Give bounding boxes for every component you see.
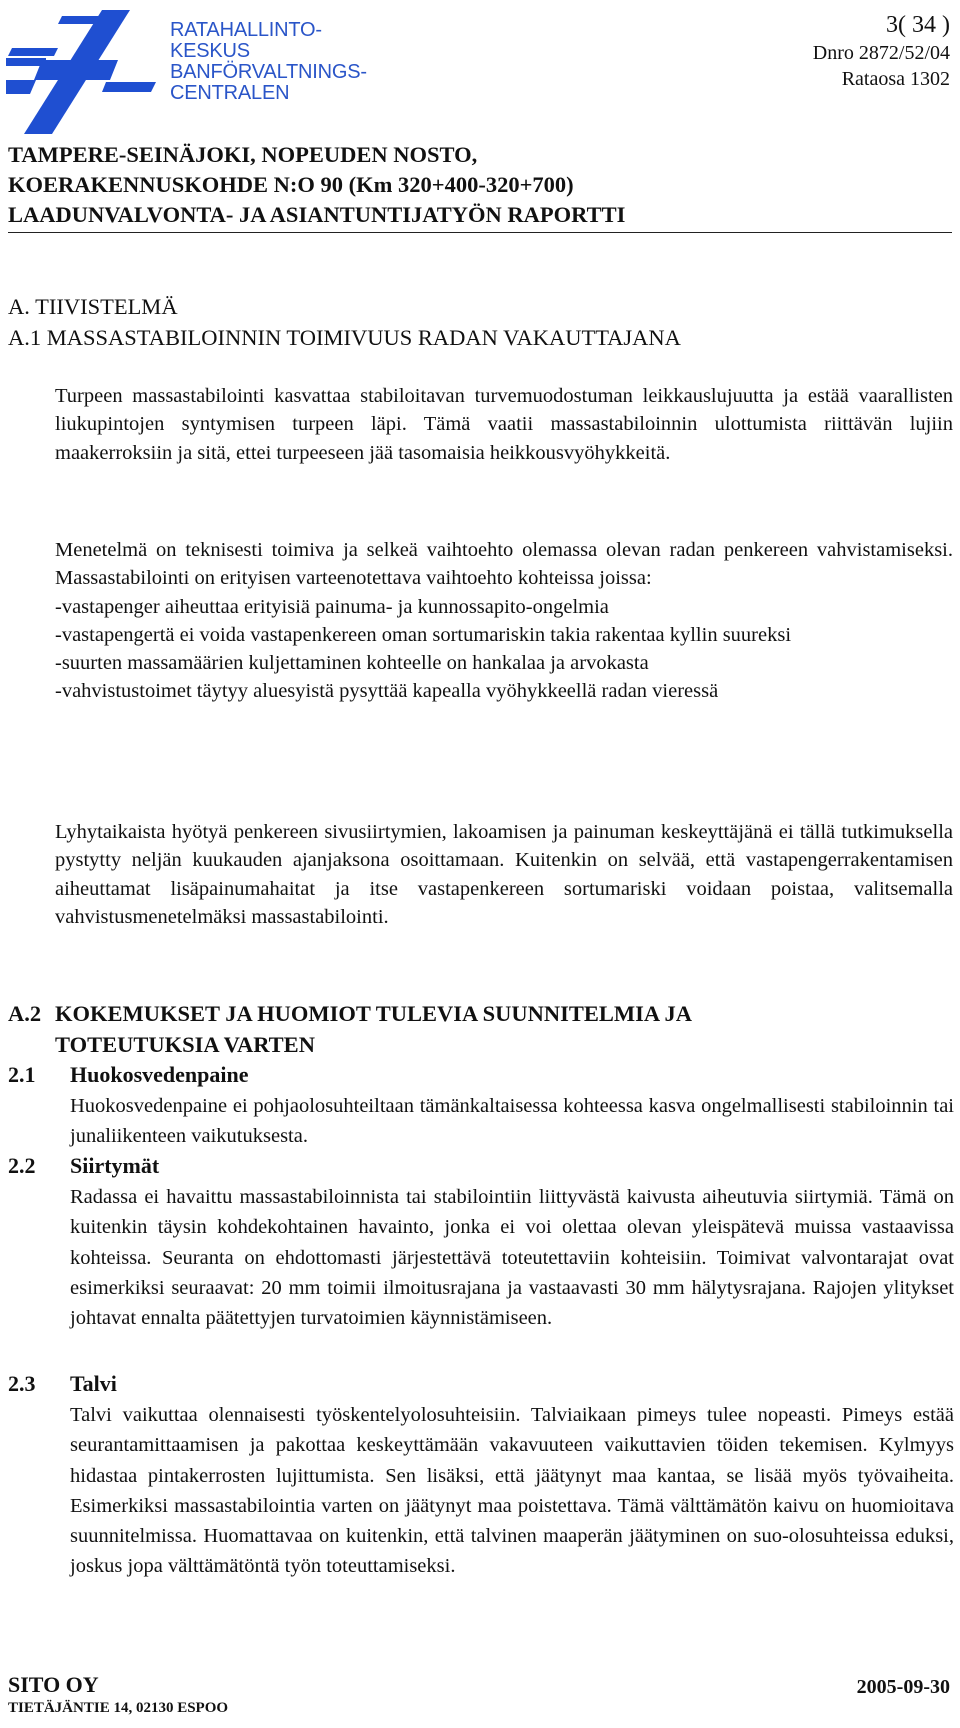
subsection-heading: A.1 MASSASTABILOINNIN TOIMIVUUS RADAN VAKAUTTAJANA (8, 325, 681, 350)
subsection-text: Talvi vaikuttaa olennaisesti työskentelyolosuhteisiin. Talviaikaan pimeys tulee nopeasti. Pimeys estää seurantamittaamisen ja pakottaa keskeyttämään vakavuuteen vaikuttavien töiden tekemisen. Kylmyys hidastaa pintakerrosten lujittumista. Sen lisäksi, että jäätynyt maa kantaa, se lisää myös työvaiheita. Esimerkiksi massastabilointia varten on jäätynyt maa poistettava. Tämä välttämätön kaivu on huomioitava suunnitelmissa. Huomattavaa on kuitenkin, että talvinen maaperän jäätyminen on suo-olosuhteissa eduksi, joskus jopa välttämätöntä työn toteuttamiseksi. (70, 1404, 954, 1578)
section-title-line: TOTEUTUKSIA VARTEN (55, 1032, 315, 1057)
paragraph-with-list (55, 536, 953, 706)
logo-text-line: RATAHALLINTO- (170, 19, 322, 41)
track-section: Rataosa 1302 (841, 68, 950, 90)
subsection-text: Radassa ei havaittu massastabiloinnista tai stabilointiin liittyvästä kaivusta aiheutuvia siirtymiä. Tämä on kuitenkin täysin kohdekohtainen havainto, jonka ei voi olettaa olevan yleispätevä muissa vastaavissa kohteissa. Seuranta on ehdottomasti järjestettävä toteutettaviin kohteisiin. Toimivat valvontarajat ovat esimerkiksi seuraavat: 20 mm toimii ilmoitusrajana ja vastaavasti 30 mm hälytysrajana. Rajojen ylitykset johtavat ennalta päätettyjen turvatoimien käynnistämiseen. (70, 1186, 954, 1330)
report-title-line: TAMPERE-SEINÄJOKI, NOPEUDEN NOSTO, (8, 142, 478, 167)
list-item: -vastapengertä ei voida vastapenkereen oman sortumariskin takia rakentaa kyllin suureksi (55, 623, 792, 646)
document-info (813, 10, 950, 92)
page-number: 3( 34 ) (886, 12, 950, 38)
logo-text-line: KESKUS (170, 40, 250, 62)
subsection-title (8, 1151, 954, 1180)
company-name: SITO OY (8, 1672, 99, 1697)
section-title-line: KOKEMUKSET JA HUOMIOT TULEVIA SUUNNITELMIA JA (55, 1001, 693, 1026)
subsection-label: Siirtymät (70, 1153, 160, 1178)
list-item: -suurten massamäärien kuljettaminen kohteelle on hankalaa ja arvokasta (55, 652, 649, 675)
logo-text (170, 20, 367, 104)
document-number: Dnro 2872/52/04 (812, 42, 950, 64)
logo-text-line: BANFÖRVALTNINGS- (170, 61, 367, 83)
list-item: -vastapenger aiheuttaa erityisiä painuma- ja kunnossapito-ongelmia (55, 595, 609, 618)
logo-mark-icon (6, 8, 161, 134)
report-title-line: KOERAKENNUSKOHDE N:O 90 (Km 320+400-320+700) (8, 172, 574, 197)
subsection-title (8, 1060, 954, 1089)
report-title (8, 140, 952, 233)
footer-date: 2005-09-30 (856, 1676, 950, 1698)
company-address: TIETÄJÄNTIE 14, 02130 ESPOO (8, 1700, 229, 1716)
section-heading: A. TIIVISTELMÄ (8, 294, 178, 319)
subsection-title (8, 1369, 954, 1398)
paragraph-intro: Menetelmä on teknisesti toimiva ja selkeä vaihtoehto olemassa olevan radan penkereen vahvistamiseksi. Massastabilointi on erityisen varteenotettava vaihtoehto kohteissa joissa: (55, 539, 953, 590)
subsection-text: Huokosvedenpaine ei pohjaolosuhteiltaan tämänkaltaisessa kohteessa kasva ongelmallisesti stabiloinnin tai junaliikenteen vaikutuksesta. (70, 1095, 954, 1148)
section-a2-heading (8, 998, 954, 1060)
report-title-line: LAADUNVALVONTA- JA ASIANTUNTIJATYÖN RAPORTTI (8, 202, 626, 227)
logo-text-line: CENTRALEN (170, 82, 290, 104)
section-number: A.2 (8, 1001, 42, 1026)
list-item: -vahvistustoimet täytyy aluesyistä pysyttää kapealla vyöhykkeellä radan vieressä (55, 680, 719, 703)
subsection-label: Huokosvedenpaine (70, 1062, 249, 1087)
subsection-number: 2.3 (8, 1371, 36, 1396)
paragraph: Lyhytaikaista hyötyä penkereen sivusiirtymien, lakoamisen ja painuman keskeyttäjänä ei tällä tutkimuksella pystytty neljän kuukauden ajanjaksona osoittamaan. Kuitenkin on selvää, että vastapengerrakentamisen aiheuttamat lisäpainumahaitat ja itse vastapenkereen sortumariski voidaan poistaa, valitsemalla vahvistusmenetelmäksi massastabilointi. (55, 821, 953, 928)
organization-logo (6, 8, 161, 134)
subsection-label: Talvi (70, 1371, 117, 1396)
paragraph: Turpeen massastabilointi kasvattaa stabiloitavan turvemuodostuman leikkauslujuutta ja estää vaarallisten liukupintojen syntymisen turpeen läpi. Tämä vaatii massastabiloinnin ulottumista riittävän lujiin maakerroksiin ja sitä, ettei turpeeseen jää tasomaisia heikkousvyöhykkeitä. (55, 385, 953, 464)
subsection-number: 2.1 (8, 1062, 36, 1087)
footer-company (8, 1672, 228, 1718)
subsection-number: 2.2 (8, 1153, 36, 1178)
